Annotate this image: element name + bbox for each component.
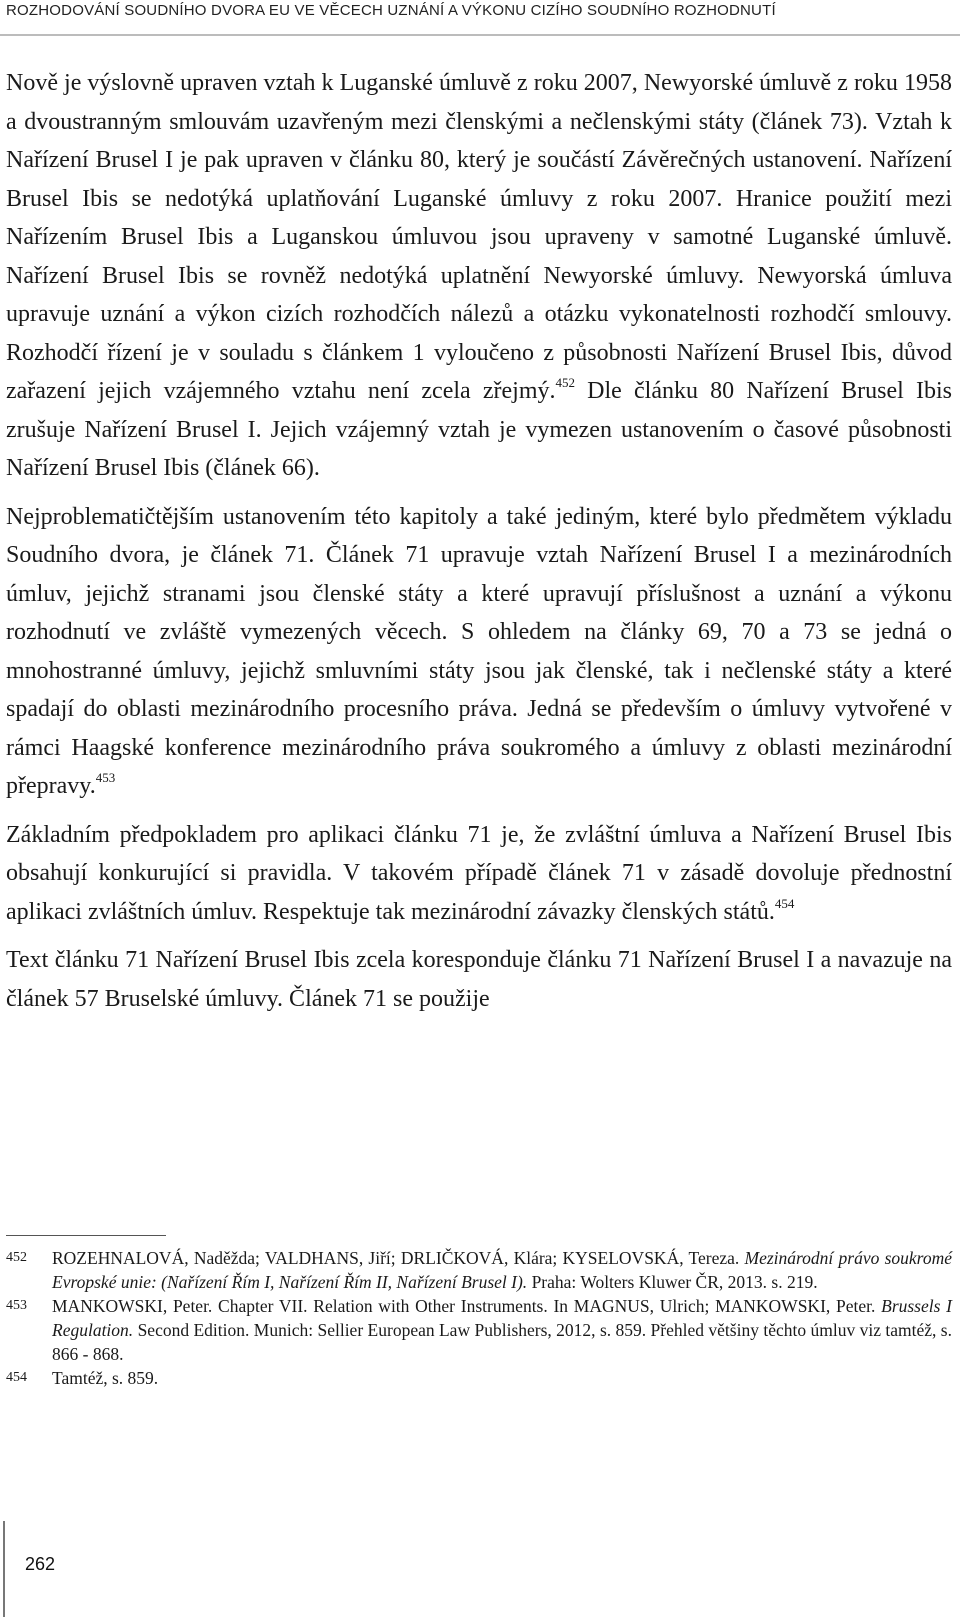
footnote-text: Tamtéž, s. 859. (52, 1368, 159, 1388)
paragraph: Text článku 71 Nařízení Brusel Ibis zcela koresponduje článku 71 Nařízení Brusel I a navazuje na článek 57 Bruselské úmluvy. Článek 71 se použije (6, 947, 952, 1012)
running-header: ROZHODOVÁNÍ SOUDNÍHO DVORA EU VE VĚCECH UZNÁNÍ A VÝKONU CIZÍHO SOUDNÍHO ROZHODNUTÍ (6, 2, 776, 19)
footnote-divider (6, 1235, 166, 1236)
page-margin-mark (3, 1521, 5, 1617)
footnote-reference[interactable]: 454 (774, 895, 795, 911)
footnote (6, 1246, 952, 1294)
footnotes (6, 1246, 952, 1390)
footnote-number: 452 (6, 1250, 27, 1265)
header-divider (0, 34, 960, 36)
footnote (6, 1366, 952, 1390)
footnote-reference[interactable]: 452 (555, 375, 575, 390)
paragraph: Základním předpokladem pro aplikaci článku 71 je, že zvláštní úmluva a Nařízení Brusel Ibis obsahují konkurující si pravidla. V takovém případě článek 71 v zásadě dovoluje přednostní aplikaci zvláštních úmluv. Respektuje tak mezinárodní závazky členských států.$^{454}$ (6, 821, 952, 925)
footnote-number: 454 (6, 1370, 27, 1385)
main-text (6, 64, 952, 1028)
page-number: 262 (25, 1554, 56, 1574)
footnote-number: 453 (6, 1298, 27, 1313)
footnote-text: ROZEHNALOVÁ, Naděžda; VALDHANS, Jiří; DRLIČKOVÁ, Klára; KYSELOVSKÁ, Tereza. Mezinárodní právo soukromé Evropské unie: (Nařízení Řím I, Nařízení Řím II, Nařízení Brusel I). Praha: Wolters Kluwer ČR, 2013. s. 219. (52, 1248, 952, 1292)
paragraph: Nově je výslovně upraven vztah k Luganské úmluvě z roku 2007, Newyorské úmluvě z roku 1958 a dvoustranným smlouvám uzavřeným mezi členskými a nečlenskými státy (článek 73). Vztah k Nařízení Brusel I je pak upraven v článku 80, který je součástí Závěrečných ustanovení. Nařízení Brusel Ibis se nedotýká uplatňování Luganské úmluvy z roku 2007. Hranice použití mezi Nařízením Brusel Ibis a Luganskou úmluvou jsou upraveny v samotné Luganské úmluvě. Nařízení Brusel Ibis se rovněž nedotýká uplatnění Newyorské úmluvy. Newyorská úmluva upravuje uznání a výkon cizích rozhodčích nálezů a otázku vykonatelnosti rozhodčí smlouvy. Rozhodčí řízení je v souladu s článkem 1 vyloučeno z působnosti Nařízení Brusel Ibis, důvod zařazení jejich vzájemného vztahu není zcela zřejmý.$^{452}$ Dle článku 80 Nařízení Brusel Ibis zrušuje Nařízení Brusel I. Jejich vzájemný vztah je vymezen ustanovením o časové působnosti Nařízení Brusel Ibis (článek 66). (6, 70, 952, 481)
footnote-reference[interactable]: 453 (95, 770, 116, 785)
footnote-text: MANKOWSKI, Peter. Chapter VII. Relation with Other Instruments. In MAGNUS, Ulrich; MANKOWSKI, Peter. Brussels I Regulation. Second Edition. Munich: Sellier European Law Publishers, 2012, s. 859. Přehled většiny těchto úmluv viz tamtéž, s. 866 - 868. (52, 1296, 953, 1364)
paragraph: Nejproblematičtějším ustanovením této kapitoly a také jediným, které bylo předmětem výkladu Soudního dvora, je článek 71. Článek 71 upravuje vztah Nařízení Brusel I a mezinárodních úmluv, jejichž stranami jsou členské státy a které upravují příslušnost a uznání a výkonu rozhodnutí ve zvláště vymezených věcech. S ohledem na články 69, 70 a 73 se jedná o mnohostranné úmluvy, jejichž smluvními státy jsou jak členské, tak i nečlenské státy a které spadají do oblasti mezinárodního procesního práva. Jedná se především o úmluvy vytvořené v rámci Haagské konference mezinárodního práva soukromého a úmluvy z oblasti mezinárodní přepravy.$^{453}$ (6, 503, 952, 799)
footnote (6, 1294, 952, 1366)
